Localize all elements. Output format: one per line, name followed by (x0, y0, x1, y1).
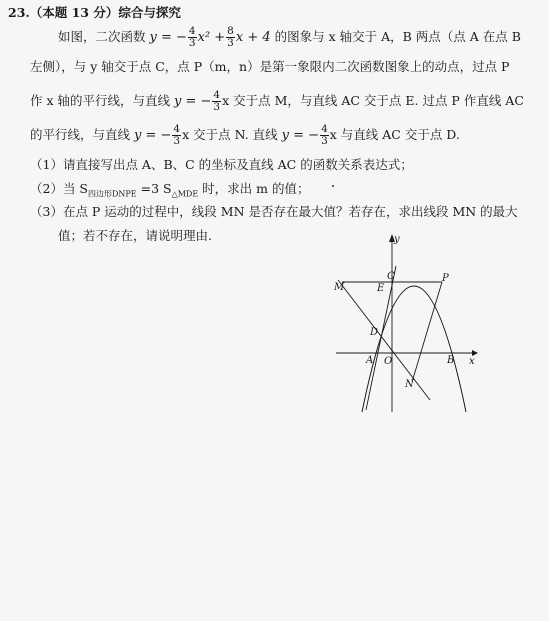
equation-text: y = − (134, 128, 172, 143)
intro-text: x 与直线 AC 交于点 D. (329, 127, 460, 142)
area-subscript: 四边形DNPE (88, 189, 137, 199)
intro-text: 如图，二次函数 (58, 29, 146, 44)
label-b: B (447, 355, 455, 366)
label-a: A (366, 355, 374, 366)
area-subscript: △MDE (171, 189, 199, 199)
intro-text: x 交于点 N. 直线 (182, 127, 278, 142)
fraction: $\frac{4}{3}$ (188, 25, 196, 49)
problem-title: 23.（本题 13 分）综合与探究 (8, 5, 181, 20)
intro-text: 作 x 轴的平行线，与直线 (30, 93, 170, 108)
intro-text: 的图象与 x 轴交于 A，B 两点（点 A 在点 B (274, 29, 521, 44)
stray-dot (332, 185, 334, 187)
fraction: $\frac{8}{3}$ (227, 25, 234, 49)
equation-text: x + 4 (235, 30, 271, 45)
function-graph (330, 230, 480, 420)
label-m: M (334, 282, 345, 293)
label-x: x (469, 356, 475, 367)
label-n: N (405, 379, 414, 390)
label-p: P (442, 273, 449, 284)
intro-text: x 交于点 M，与直线 AC 交于点 E. 过点 P 作直线 AC (222, 93, 524, 108)
line-y-neg-four-thirds-x (338, 280, 430, 400)
equation-text: y = − (281, 128, 320, 143)
intro-line-4 (30, 124, 460, 147)
question-2: （2）当 $S_{四边形DNPE} =3$ $S_{\triangle MDE}$ 时，求出 m 的值； (30, 181, 310, 199)
fraction: $\frac{4}{3}$ (213, 89, 221, 113)
parabola-curve (362, 286, 466, 412)
question-3: （3）在点 P 运动的过程中，线段 MN 是否存在最大值？若存在，求出线段 MN 的最大 (30, 204, 518, 219)
question-3-continued: 值；若不存在，请说明理由. (58, 228, 212, 243)
label-e: E (377, 283, 385, 294)
label-origin: O (384, 356, 393, 367)
equation-text: y = − (173, 94, 212, 109)
intro-text: 的平行线，与直线 (30, 127, 131, 142)
equation-text: y = − (149, 30, 187, 45)
intro-line-1 (58, 26, 521, 49)
question-1: （1）请直接写出点 A、B、C 的坐标及直线 AC 的函数关系表达式； (30, 157, 413, 172)
label-d: D (370, 327, 379, 338)
label-c: C (387, 271, 395, 282)
equation-text: x² + (197, 30, 226, 45)
line-pn (412, 282, 442, 382)
intro-line-2: 左侧），与 y 轴交于点 C，点 P（m，n）是第一象限内二次函数图象上的动点，过点 P (30, 59, 510, 74)
fraction: $\frac{4}{3}$ (173, 123, 181, 147)
fraction: $\frac{4}{3}$ (321, 123, 328, 147)
label-y: y (394, 234, 400, 245)
intro-line-3 (30, 90, 524, 113)
